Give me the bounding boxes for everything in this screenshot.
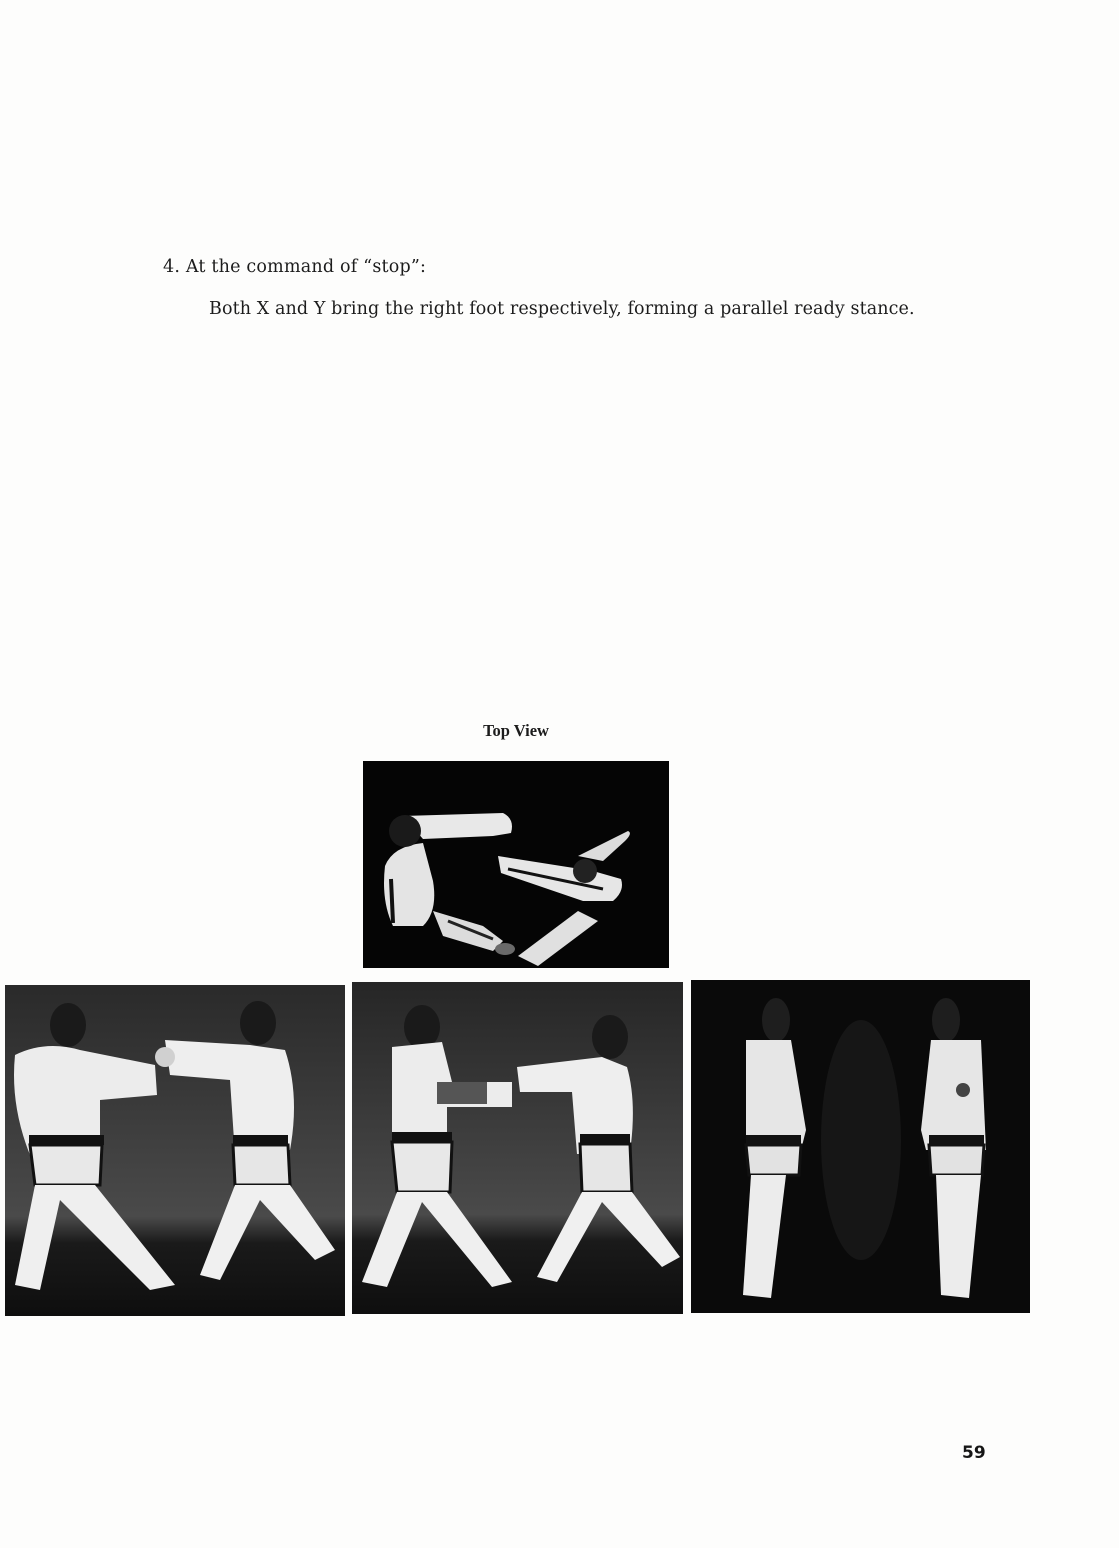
page-number: 59 <box>962 1443 986 1463</box>
sequence-photo-2 <box>352 982 683 1314</box>
figure-caption: Top View <box>483 721 549 740</box>
top-view-illustration <box>363 761 669 968</box>
sparring-illustration-2 <box>352 982 683 1314</box>
ready-stance-illustration <box>691 980 1030 1313</box>
top-view-photo <box>363 761 669 968</box>
step-heading: 4. At the command of “stop”: <box>163 257 427 277</box>
sparring-illustration-1 <box>5 985 345 1316</box>
step-body: Both X and Y bring the right foot respectively, forming a parallel ready stance. <box>209 299 915 319</box>
sequence-photo-1 <box>5 985 345 1316</box>
sequence-photo-3 <box>691 980 1030 1313</box>
